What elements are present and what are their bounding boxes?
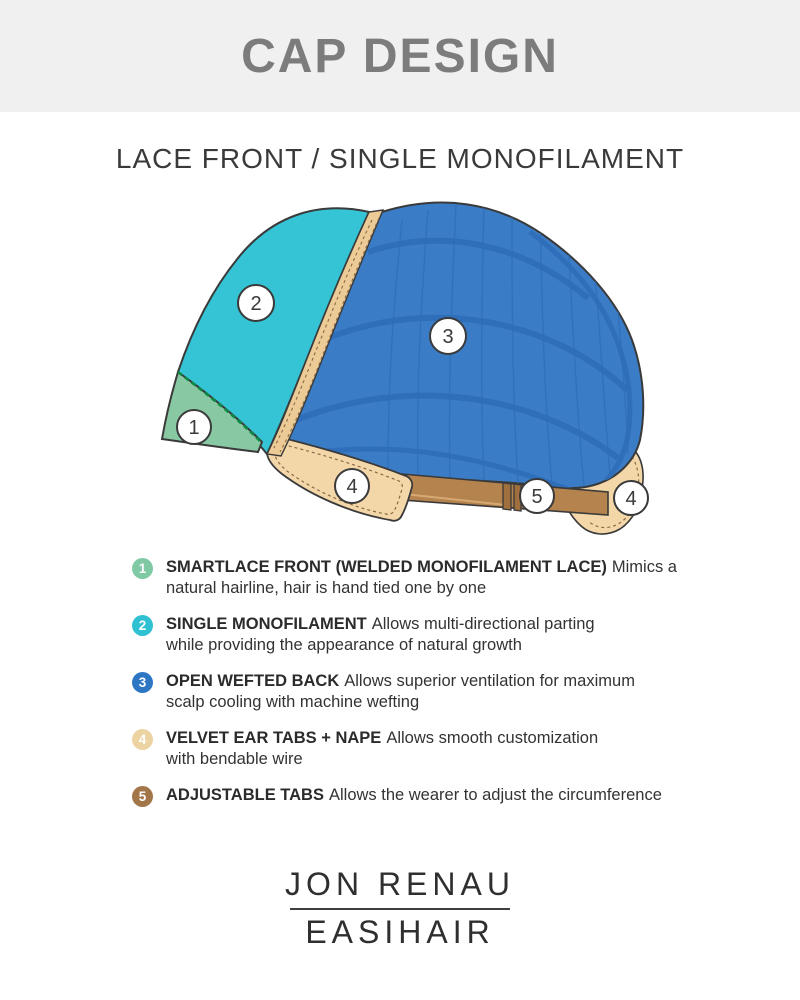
legend-line2: natural hairline, hair is hand tied one by one bbox=[166, 579, 487, 597]
legend-item-adjustable-tabs bbox=[132, 785, 677, 827]
legend-desc: Allows multi-directional parting bbox=[371, 615, 595, 633]
svg-text:3: 3 bbox=[442, 326, 454, 348]
legend-item-single-monofilament bbox=[132, 614, 677, 656]
svg-text:1: 1 bbox=[188, 417, 200, 439]
legend-badge-3: 3 bbox=[132, 672, 153, 693]
legend-item-velvet-ear-tabs bbox=[132, 728, 677, 770]
legend-desc: Allows the wearer to adjust the circumference bbox=[328, 786, 662, 804]
legend-line2: while providing the appearance of natural growth bbox=[166, 636, 522, 654]
legend-desc: Allows smooth customization bbox=[386, 729, 599, 747]
legend-badge-2: 2 bbox=[132, 615, 153, 636]
legend-item-open-wefted-back bbox=[132, 671, 677, 713]
legend-badge-5: 5 bbox=[132, 786, 153, 807]
legend-badge-4: 4 bbox=[132, 729, 153, 750]
page-title: CAP DESIGN bbox=[241, 29, 559, 83]
brand-divider bbox=[290, 908, 510, 910]
marker-4-nape bbox=[614, 481, 648, 515]
marker-4-ear bbox=[335, 469, 369, 503]
legend bbox=[132, 557, 677, 842]
brand-name: JON RENAU bbox=[285, 866, 515, 902]
legend-desc: Allows superior ventilation for maximum bbox=[344, 672, 635, 690]
legend-line1 bbox=[166, 785, 677, 806]
svg-text:4: 4 bbox=[625, 488, 637, 510]
legend-badge-1: 1 bbox=[132, 558, 153, 579]
marker-3 bbox=[430, 318, 466, 354]
marker-1 bbox=[177, 410, 211, 444]
svg-text:5: 5 bbox=[531, 486, 543, 508]
legend-line1 bbox=[166, 728, 677, 749]
legend-line1 bbox=[166, 614, 677, 635]
legend-line2: with bendable wire bbox=[166, 750, 303, 768]
legend-item-smartlace-front bbox=[132, 557, 677, 599]
brand-logo bbox=[0, 866, 800, 951]
diagram-subtitle: LACE FRONT / SINGLE MONOFILAMENT bbox=[115, 143, 685, 174]
legend-label: VELVET EAR TABS + NAPE bbox=[166, 729, 382, 747]
legend-line2: scalp cooling with machine wefting bbox=[166, 693, 420, 711]
legend-label: SMARTLACE FRONT (WELDED MONOFILAMENT LACE) bbox=[166, 558, 607, 576]
legend-desc: Mimics a bbox=[611, 558, 677, 576]
legend-label: SINGLE MONOFILAMENT bbox=[166, 615, 367, 633]
legend-label: OPEN WEFTED BACK bbox=[166, 672, 340, 690]
svg-text:2: 2 bbox=[250, 293, 262, 315]
legend-line1 bbox=[166, 557, 677, 578]
sub-brand-name: EASIHAIR bbox=[305, 914, 495, 950]
cap-diagram bbox=[150, 190, 670, 550]
legend-label: ADJUSTABLE TABS bbox=[166, 786, 324, 804]
marker-2 bbox=[238, 285, 274, 321]
marker-5 bbox=[520, 479, 554, 513]
legend-line1 bbox=[166, 671, 677, 692]
header-banner bbox=[0, 0, 800, 112]
svg-text:4: 4 bbox=[346, 476, 358, 498]
